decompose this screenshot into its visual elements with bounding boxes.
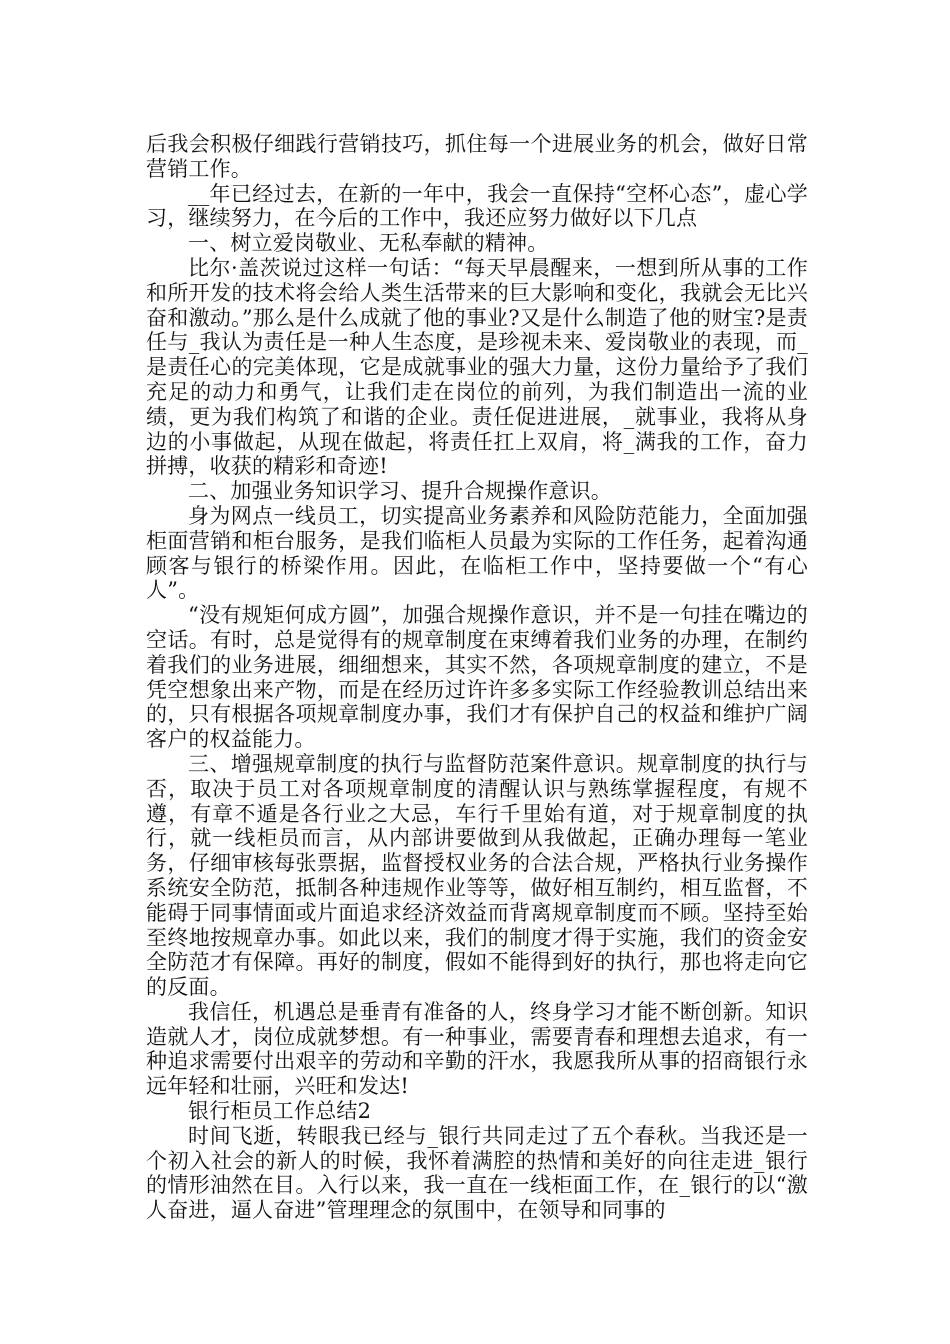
paragraph-9: 我信任，机遇总是垂青有准备的人，终身学习才能不断创新。知识造就人才，岗位成就梦想。有一种事业，需要青春和理想去追求，有一种追求需要付出艰辛的劳动和辛勤的汗水，我愿我所从事的招商银行永远年轻和壮丽，兴旺和发达! xyxy=(146,999,808,1099)
paragraph-8: 三、增强规章制度的执行与监督防范案件意识。规章制度的执行与否，取决于员工对各项规章制度的清醒认识与熟练掌握程度，有规不遵，有章不遁是各行业之大忌，车行千里始有道，对于规章制度的执行，就一线柜员而言，从内部讲要做到从我做起，正确办理每一笔业务，仔细审核每张票据，监督授权业务的合法合规，严格执行业务操作系统安全防范，抵制各种违规作业等等，做好相互制约，相互监督，不能碍于同事情面或片面追求经济效益而背离规章制度而不顾。坚持至始至终地按规章办事。如此以来，我们的制度才得于实施，我们的资金安全防范才有保障。再好的制度，假如不能得到好的执行，那也将走向它的反面。 xyxy=(146,751,808,1000)
paragraph-4: 比尔·盖茨说过这样一句话：“每天早晨醒来，一想到所从事的工作和所开发的技术将会给人类生活带来的巨大影响和变化，我就会无比兴奋和激动。”那么是什么成就了他的事业?又是什么制造了他的财宝?是责任与_我认为责任是一种人生态度，是珍视未来、爱岗敬业的表现，而_是责任心的完美体现，它是成就事业的强大力量，这份力量给予了我们充足的动力和勇气，让我们走在岗位的前列，为我们制造出一流的业绩，更为我们构筑了和谐的企业。责任促进进展，_就事业，我将从身边的小事做起，从现在做起，将责任扛上双肩，将_满我的工作，奋力拼搏，收获的精彩和奇迹! xyxy=(146,255,808,479)
paragraph-2: __年已经过去，在新的一年中，我会一直保持“空杯心态”，虚心学习，继续努力，在今后的工作中，我还应努力做好以下几点 xyxy=(146,181,808,231)
paragraph-6: 身为网点一线员工，切实提高业务素养和风险防范能力，全面加强柜面营销和柜台服务，是我们临柜人员最为实际的工作任务，起着沟通顾客与银行的桥梁作用。因此，在临柜工作中，坚持要做一个“有心人”。 xyxy=(146,503,808,603)
paragraph-11: 时间飞逝，转眼我已经与_银行共同走过了五个春秋。当我还是一个初入社会的新人的时候，我怀着满腔的热情和美好的向往走进_银行的情形油然在目。入行以来，我一直在一线柜面工作，在_银行的以“激人奋进，逼人奋进”管理理念的氛围中，在领导和同事的 xyxy=(146,1123,808,1223)
paragraph-1: 后我会积极仔细践行营销技巧，抓住每一个进展业务的机会，做好日常营销工作。 xyxy=(146,132,808,181)
document-page xyxy=(146,132,808,1223)
section-heading-2: 二、加强业务知识学习、提升合规操作意识。 xyxy=(188,479,612,504)
section-heading-1: 一、树立爱岗敬业、无私奉献的精神。 xyxy=(188,231,549,256)
document-subtitle: 银行柜员工作总结2 xyxy=(188,1099,372,1124)
paragraph-7: “没有规矩何成方圆”，加强合规操作意识，并不是一句挂在嘴边的空话。有时，总是觉得有的规章制度在束缚着我们业务的办理，在制约着我们的业务进展，细细想来，其实不然，各项规章制度的建立，不是凭空想象出来产物，而是在经历过许许多多实际工作经验教训总结出来的，只有根据各项规章制度办事，我们才有保护自己的权益和维护广阔客户的权益能力。 xyxy=(146,603,808,752)
